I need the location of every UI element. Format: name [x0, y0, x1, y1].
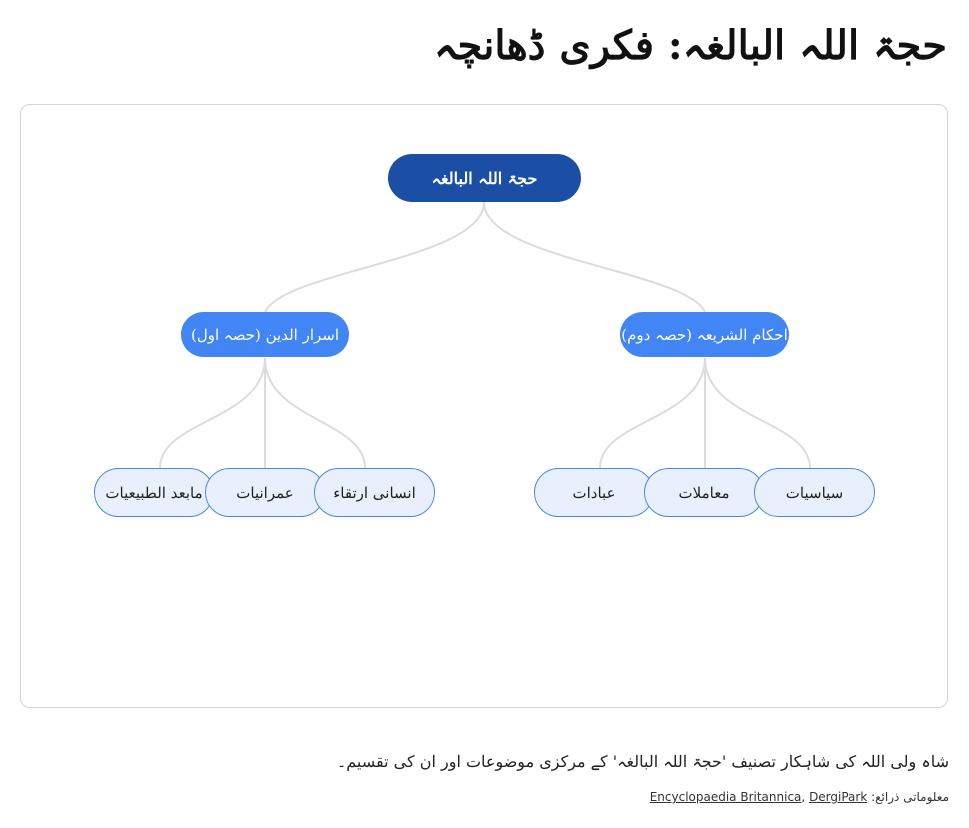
leaf-node-transactions: معاملات [644, 468, 764, 517]
sources-line [650, 790, 949, 804]
leaf-node-politics: سیاسیات [754, 468, 875, 517]
leaf-node-metaphysics: مابعد الطبیعیات [94, 468, 214, 517]
source-link-dergipark[interactable]: DergiPark [809, 790, 868, 804]
leaf-node-worship: عبادات [534, 468, 654, 517]
sources-separator: , [801, 790, 806, 804]
leaf-node-sociology: عمرانیات [205, 468, 325, 517]
branch-node-ahkam-al-sharia: احکام الشریعہ (حصہ دوم) [620, 312, 789, 357]
source-link-britannica[interactable]: Encyclopaedia Britannica [649, 790, 802, 804]
sources-label: معلوماتی ذرائع: [871, 790, 949, 804]
figure-caption: شاہ ولی اللہ کی شاہکار تصنیف 'حجۃ اللہ البالغہ' کے مرکزی موضوعات اور ان کی تقسیم۔ [336, 752, 949, 771]
leaf-node-human-evolution: انسانی ارتقاء [314, 468, 435, 517]
root-node: حجۃ اللہ البالغہ [388, 154, 581, 202]
branch-node-asrar-al-din: اسرار الدین (حصہ اول) [181, 312, 349, 357]
sources-links [650, 790, 868, 804]
page-title: حجۃ اللہ البالغہ: فکری ڈھانچہ [434, 22, 947, 69]
